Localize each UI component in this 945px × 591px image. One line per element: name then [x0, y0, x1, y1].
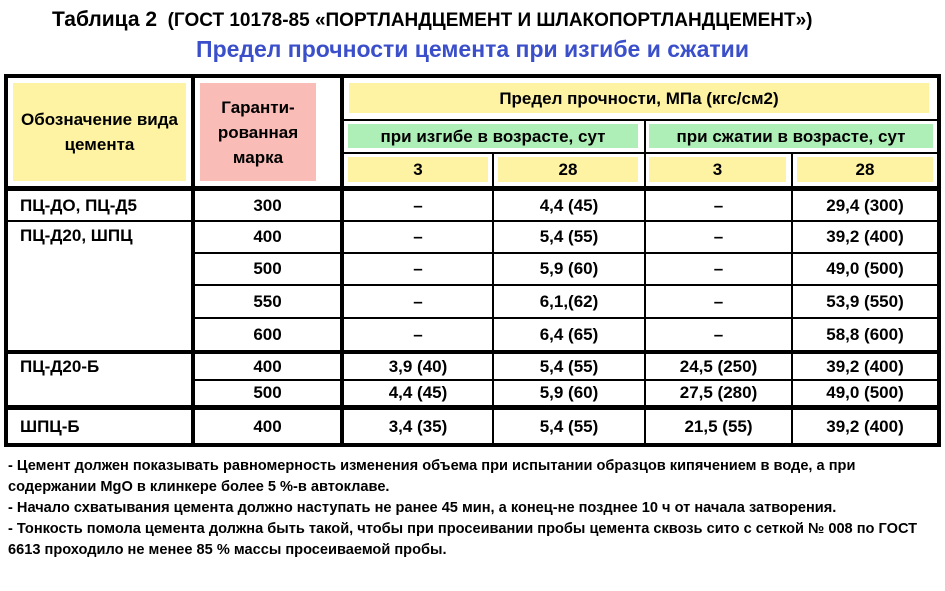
header-age-cell — [344, 154, 492, 186]
header-age-bending-28: 28 — [498, 157, 638, 182]
grade-value: 500 — [253, 259, 282, 278]
table-row-bend28 — [494, 410, 644, 443]
bend28-value: 6,4 (65) — [539, 324, 599, 344]
note-item: - Начало схватывания цемента должно наступать не ранее 45 мин, а конец-не позднее 10 ч от начала затворения. — [8, 500, 837, 516]
bend3-value: – — [413, 324, 423, 344]
table-row-comp3 — [646, 286, 791, 317]
grade-value: 500 — [253, 383, 282, 402]
bend28-value: 5,4 (55) — [539, 356, 599, 376]
comp28-value: 58,8 (600) — [826, 324, 904, 344]
header-age-cell — [494, 154, 644, 186]
strength-table — [4, 74, 941, 447]
comp3-value: – — [713, 291, 724, 311]
header-age-bending-3: 3 — [348, 157, 488, 182]
table-row-grade — [195, 354, 340, 379]
type-cell — [8, 354, 191, 405]
table-row-bend28 — [494, 191, 644, 220]
comp3-value: 21,5 (55) — [684, 416, 753, 436]
table-row-bend3 — [344, 319, 492, 350]
grade-value: 300 — [253, 195, 282, 215]
table-row-grade — [195, 410, 340, 443]
bend3-value: 3,4 (35) — [388, 416, 448, 436]
table-row-grade — [195, 254, 340, 284]
table-row-comp3 — [646, 381, 791, 405]
type-label: ШПЦ-Б — [20, 416, 80, 436]
note-item: - Цемент должен показывать равномерность изменения объема при испытании образцов кипячением в воде, а при содержании MgO в клинкере более 5 %-в автоклаве. — [8, 458, 856, 495]
table-row-comp28 — [793, 354, 937, 379]
comp3-value: – — [713, 259, 724, 278]
table-row-bend3 — [344, 381, 492, 405]
header-bending-label: при изгибе в возрасте, сут — [348, 124, 638, 148]
table-row-comp28 — [793, 222, 937, 252]
table-row-bend28 — [494, 381, 644, 405]
comp3-value: 24,5 (250) — [679, 356, 758, 376]
note-item: - Тонкость помола цемента должна быть такой, чтобы при просеивании пробы цемента сквозь сито с сеткой № 008 по ГОСТ 6613 проходило не менее 85 % массы просеиваемой пробы. — [8, 521, 918, 558]
header-grade-cell — [195, 78, 340, 186]
header-strength-cell — [344, 78, 937, 119]
table-row-comp3 — [646, 319, 791, 350]
comp28-value: 49,0 (500) — [826, 259, 904, 278]
table-standard: (ГОСТ 10178-85 «ПОРТЛАНДЦЕМЕНТ И ШЛАКОПОРТЛАНДЦЕМЕНТ») — [167, 10, 813, 31]
type-label: ПЦ-Д20, ШПЦ — [20, 226, 133, 245]
bend28-value: 5,9 (60) — [539, 383, 599, 402]
comp3-value: – — [713, 324, 724, 344]
comp28-value: 49,0 (500) — [826, 383, 904, 402]
header-grade-label: Гаранти-рованная марка — [200, 83, 316, 181]
type-label: ПЦ-ДО, ПЦ-Д5 — [20, 195, 137, 215]
bend28-value: 5,4 (55) — [539, 227, 599, 246]
type-cell — [8, 222, 191, 350]
table-row-bend28 — [494, 222, 644, 252]
table-subtitle: Предел прочности цемента при изгибе и сжатии — [196, 36, 749, 62]
grade-value: 400 — [253, 356, 282, 376]
table-row-grade — [195, 191, 340, 220]
header-age-compression-3: 3 — [649, 157, 786, 182]
table-row-bend3 — [344, 254, 492, 284]
grade-value: 400 — [253, 416, 282, 436]
table-row-bend28 — [494, 286, 644, 317]
bend3-value: – — [413, 291, 423, 311]
table-row-bend28 — [494, 254, 644, 284]
table-row-comp28 — [793, 254, 937, 284]
grade-value: 550 — [253, 291, 282, 311]
header-age-compression-28: 28 — [797, 157, 933, 182]
type-cell — [8, 191, 191, 220]
table-row-grade — [195, 286, 340, 317]
comp28-value: 53,9 (550) — [826, 291, 904, 311]
table-row-grade — [195, 319, 340, 350]
table-number: Таблица 2 — [52, 8, 158, 31]
table-notes — [8, 456, 938, 561]
header-age-cell — [793, 154, 937, 186]
table-row-grade — [195, 381, 340, 405]
table-row-bend3 — [344, 222, 492, 252]
table-row-bend3 — [344, 410, 492, 443]
grade-value: 400 — [253, 227, 282, 246]
bend3-value: – — [413, 195, 423, 215]
header-bending-cell — [344, 121, 644, 152]
comp28-value: 39,2 (400) — [826, 227, 904, 246]
table-row-comp28 — [793, 286, 937, 317]
table-row-bend28 — [494, 354, 644, 379]
table-row-comp28 — [793, 191, 937, 220]
table-row-bend3 — [344, 286, 492, 317]
bend3-value: 4,4 (45) — [388, 383, 448, 402]
header-strength-label: Предел прочности, МПа (кгс/см2) — [349, 83, 929, 113]
header-type-label: Обозначение вида цемента — [13, 83, 186, 181]
table-row-bend28 — [494, 319, 644, 350]
table-row-comp28 — [793, 410, 937, 443]
table-row-comp3 — [646, 354, 791, 379]
table-row-comp3 — [646, 191, 791, 220]
header-age-cell — [646, 154, 791, 186]
table-row-comp28 — [793, 381, 937, 405]
bend3-value: – — [413, 227, 423, 246]
table-row-comp3 — [646, 254, 791, 284]
table-title — [52, 8, 932, 32]
type-label: ПЦ-Д20-Б — [20, 357, 100, 376]
bend3-value: 3,9 (40) — [388, 356, 448, 376]
comp3-value: 27,5 (280) — [679, 383, 758, 402]
table-row-comp3 — [646, 222, 791, 252]
comp3-value: – — [713, 195, 724, 215]
comp28-value: 39,2 (400) — [826, 416, 904, 436]
header-type-cell — [8, 78, 191, 186]
header-compression-cell — [646, 121, 937, 152]
bend28-value: 4,4 (45) — [539, 195, 599, 215]
header-compression-label: при сжатии в возрасте, сут — [649, 124, 933, 148]
bend3-value: – — [413, 259, 423, 278]
table-row-comp28 — [793, 319, 937, 350]
table-row-bend3 — [344, 191, 492, 220]
bend28-value: 5,9 (60) — [539, 259, 599, 278]
table-row-bend3 — [344, 354, 492, 379]
comp28-value: 39,2 (400) — [826, 356, 904, 376]
comp3-value: – — [713, 227, 724, 246]
bend28-value: 5,4 (55) — [539, 416, 599, 436]
bend28-value: 6,1,(62) — [539, 291, 599, 311]
comp28-value: 29,4 (300) — [826, 195, 904, 215]
type-cell — [8, 410, 191, 443]
table-row-grade — [195, 222, 340, 252]
table-row-comp3 — [646, 410, 791, 443]
grade-value: 600 — [253, 324, 282, 344]
